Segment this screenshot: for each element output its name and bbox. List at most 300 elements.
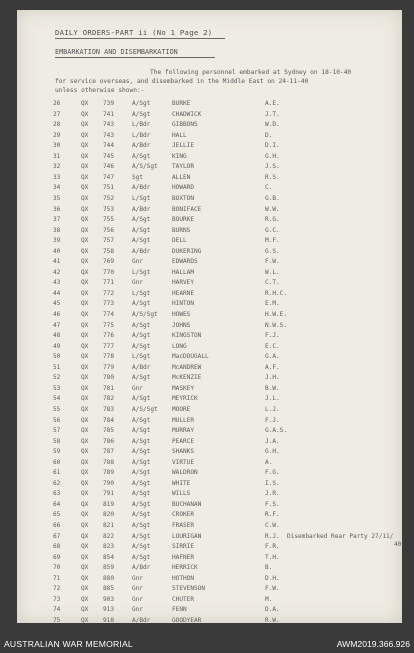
row-service-number: 819	[103, 500, 115, 508]
row-initials: E.C.	[265, 342, 280, 350]
row-surname: GIBBONS	[172, 121, 198, 129]
row-surname: FENN	[172, 606, 187, 614]
row-rank: L/Sgt	[132, 353, 151, 361]
row-initials: W.L.	[265, 268, 280, 276]
list-item	[17, 385, 402, 396]
row-initials: G.S.	[265, 247, 280, 255]
row-rank: A/Bdr	[132, 564, 151, 572]
row-initials: R.H.C.	[265, 289, 288, 297]
row-surname: FRASER	[172, 522, 195, 529]
list-item	[17, 406, 402, 417]
list-item	[17, 206, 402, 217]
row-rank: A/Sgt	[132, 543, 151, 551]
row-initials: J.L.	[265, 395, 280, 403]
row-rank: Gnr	[132, 258, 144, 266]
row-number: 73	[53, 595, 61, 603]
row-surname: HEARNE	[172, 289, 195, 297]
row-initials: A.E.	[265, 100, 280, 107]
row-number: 41	[53, 258, 61, 266]
row-service-number: 769	[103, 258, 115, 266]
row-number: 56	[53, 416, 61, 424]
row-rank: Gnr	[132, 574, 144, 582]
row-surname: HARVEY	[172, 279, 195, 287]
list-item	[17, 469, 402, 480]
row-service-number: 773	[103, 300, 115, 308]
row-surname: KINGSTON	[172, 332, 202, 340]
row-service-number: 755	[103, 216, 115, 224]
row-service-number: 788	[103, 458, 115, 466]
list-item	[17, 174, 402, 185]
row-surname: ALLEN	[172, 173, 191, 181]
row-number: 49	[53, 342, 61, 350]
row-number: 45	[53, 300, 61, 308]
row-surname: HERRICK	[172, 564, 198, 572]
row-service-number: 885	[103, 585, 115, 593]
row-surname: CHUTER	[172, 595, 195, 603]
row-service-number: 741	[103, 110, 115, 118]
row-number: 57	[53, 427, 61, 435]
row-prefix: QX	[81, 342, 89, 350]
row-service-number: 781	[103, 384, 115, 392]
row-rank: Gnr	[132, 606, 144, 614]
row-rank: A/Sgt	[132, 511, 151, 519]
list-item	[17, 142, 402, 153]
row-surname: BUCHANAN	[172, 500, 202, 508]
accession-number: AWM2019.366.926	[336, 639, 410, 649]
row-initials: B.W.	[265, 384, 280, 392]
row-prefix: QX	[81, 247, 89, 255]
row-prefix: QX	[81, 553, 89, 561]
row-rank: A/Sgt	[132, 522, 151, 529]
row-rank: A/Sgt	[132, 469, 151, 477]
row-surname: DELL	[172, 237, 187, 245]
row-prefix: QX	[81, 194, 89, 202]
row-service-number: 775	[103, 321, 115, 329]
list-item	[17, 575, 402, 586]
row-surname: MASKEY	[172, 384, 195, 392]
row-service-number: 777	[103, 342, 115, 350]
row-number: 64	[53, 500, 61, 508]
row-rank: A/S/Sgt	[132, 405, 158, 413]
row-surname: LONG	[172, 342, 187, 350]
intro-paragraph	[55, 68, 395, 95]
row-initials: G.B.	[265, 194, 280, 202]
row-initials: F.R.	[265, 543, 280, 551]
list-item	[17, 511, 402, 522]
row-rank: L/Sgt	[132, 194, 151, 202]
row-number: 48	[53, 332, 61, 340]
row-rank: A/Sgt	[132, 237, 151, 245]
row-initials: H.W.E.	[265, 311, 288, 318]
row-rank: A/Sgt	[132, 342, 151, 350]
row-number: 27	[53, 110, 61, 118]
row-prefix: QX	[81, 479, 89, 487]
row-prefix: QX	[81, 152, 89, 160]
row-number: 37	[53, 216, 61, 224]
list-item	[17, 364, 402, 375]
row-surname: JOHNS	[172, 321, 191, 329]
row-initials: L.J.	[265, 405, 280, 413]
row-prefix: QX	[81, 500, 89, 508]
intro-line-2: for service overseas, and disembarked in the Middle East on 24-11-40	[55, 78, 309, 85]
row-rank: L/Bdr	[132, 131, 151, 139]
row-prefix: QX	[81, 564, 89, 572]
row-rank: A/Sgt	[132, 332, 151, 340]
row-prefix: QX	[81, 100, 89, 107]
row-initials: C.T.	[265, 279, 280, 287]
row-initials: F.W.	[265, 258, 280, 266]
row-service-number: 743	[103, 131, 115, 139]
row-number: 55	[53, 405, 61, 413]
row-service-number: 739	[103, 100, 115, 107]
row-initials: D.I.	[265, 142, 280, 150]
row-rank: Sgt	[132, 173, 144, 181]
list-item	[17, 522, 402, 533]
row-number: 59	[53, 448, 61, 456]
row-surname: HALL	[172, 131, 187, 139]
row-service-number: 744	[103, 142, 115, 150]
row-number: 66	[53, 522, 61, 529]
row-rank: A/Bdr	[132, 184, 151, 192]
row-service-number: 820	[103, 511, 115, 519]
row-service-number: 784	[103, 416, 115, 424]
row-surname: BURKE	[172, 100, 191, 107]
row-initials: J.R.	[265, 490, 280, 498]
row-remark: Disembarked Rear Party 27/11/	[287, 532, 394, 540]
row-surname: TAYLOR	[172, 163, 195, 171]
list-item	[17, 195, 402, 206]
row-number: 72	[53, 585, 61, 593]
row-surname: VIRTUE	[172, 458, 195, 466]
row-service-number: 751	[103, 184, 115, 192]
row-number: 53	[53, 384, 61, 392]
row-service-number: 782	[103, 395, 115, 403]
row-initials: D.	[265, 131, 273, 139]
row-service-number: 880	[103, 574, 115, 582]
row-initials: F.J.	[265, 416, 280, 424]
list-item	[17, 448, 402, 459]
row-initials: N.W.S.	[265, 321, 288, 329]
row-rank: A/Bdr	[132, 247, 151, 255]
row-service-number: 774	[103, 311, 115, 318]
list-item	[17, 606, 402, 617]
row-surname: HOWES	[172, 311, 191, 318]
list-item	[17, 540, 402, 554]
row-prefix: QX	[81, 279, 89, 287]
row-prefix: QX	[81, 300, 89, 308]
list-item	[17, 227, 402, 238]
row-service-number: 770	[103, 268, 115, 276]
row-number: 75	[53, 616, 61, 623]
row-number: 74	[53, 606, 61, 614]
row-prefix: QX	[81, 416, 89, 424]
row-initials: A.	[265, 458, 273, 466]
row-service-number: 786	[103, 437, 115, 445]
row-service-number: 743	[103, 121, 115, 129]
row-prefix: QX	[81, 226, 89, 234]
row-prefix: QX	[81, 405, 89, 413]
row-rank: A/Sgt	[132, 500, 151, 508]
list-item	[17, 163, 402, 174]
row-initials: R.G.	[265, 216, 280, 224]
row-surname: WHITE	[172, 479, 191, 487]
row-initials: M.	[265, 595, 273, 603]
row-service-number: 771	[103, 279, 115, 287]
row-rank: Gnr	[132, 279, 144, 287]
row-service-number: 779	[103, 363, 115, 371]
row-prefix: QX	[81, 363, 89, 371]
row-service-number: 783	[103, 405, 115, 413]
row-number: 44	[53, 289, 61, 297]
row-surname: PEARCE	[172, 437, 195, 445]
row-number: 51	[53, 363, 61, 371]
list-item	[17, 343, 402, 354]
row-prefix: QX	[81, 606, 89, 614]
row-rank: L/Bdr	[132, 121, 151, 129]
row-number: 58	[53, 437, 61, 445]
row-service-number: 791	[103, 490, 115, 498]
row-prefix: QX	[81, 173, 89, 181]
row-service-number: 772	[103, 289, 115, 297]
list-item	[17, 311, 402, 322]
row-prefix: QX	[81, 353, 89, 361]
row-initials: C.W.	[265, 522, 280, 529]
row-prefix: QX	[81, 332, 89, 340]
list-item	[17, 490, 402, 501]
row-rank: A/Sgt	[132, 216, 151, 224]
row-number: 65	[53, 511, 61, 519]
row-number: 34	[53, 184, 61, 192]
row-initials: T.H.	[265, 553, 280, 561]
row-prefix: QX	[81, 121, 89, 129]
row-rank: A/Sgt	[132, 152, 151, 160]
row-service-number: 903	[103, 595, 115, 603]
row-prefix: QX	[81, 374, 89, 382]
row-initials: B.	[265, 564, 273, 572]
row-initials: R.W.	[265, 616, 280, 623]
row-initials: R.S.	[265, 173, 280, 181]
list-item	[17, 322, 402, 333]
institution-label: AUSTRALIAN WAR MEMORIAL	[4, 639, 133, 649]
row-prefix: QX	[81, 458, 89, 466]
row-rank: A/Sgt	[132, 553, 151, 561]
row-service-number: 789	[103, 469, 115, 477]
row-number: 31	[53, 152, 61, 160]
row-rank: L/Sgt	[132, 289, 151, 297]
row-initials: D.H.	[265, 574, 280, 582]
row-service-number: 756	[103, 226, 115, 234]
row-service-number: 785	[103, 427, 115, 435]
row-number: 40	[53, 247, 61, 255]
list-item	[17, 395, 402, 406]
row-service-number: 757	[103, 237, 115, 245]
row-initials: F.W.	[265, 585, 280, 593]
row-prefix: QX	[81, 437, 89, 445]
row-rank: A/Sgt	[132, 437, 151, 445]
title-underline	[55, 38, 225, 39]
row-service-number: 790	[103, 479, 115, 487]
row-prefix: QX	[81, 184, 89, 192]
row-initials: G.A.S.	[265, 427, 288, 435]
row-initials: W.D.	[265, 121, 280, 129]
row-surname: STEVENSON	[172, 585, 206, 593]
row-prefix: QX	[81, 522, 89, 529]
list-item	[17, 480, 402, 491]
row-prefix: QX	[81, 585, 89, 593]
row-surname: MURRAY	[172, 427, 195, 435]
row-initials: A.F.	[265, 363, 280, 371]
row-surname: CHADWICK	[172, 110, 202, 118]
row-surname: HOWARD	[172, 184, 195, 192]
row-prefix: QX	[81, 595, 89, 603]
list-item	[17, 427, 402, 438]
row-service-number: 821	[103, 522, 115, 529]
row-surname: McKENZIE	[172, 374, 202, 382]
list-item	[17, 332, 402, 343]
row-number: 26	[53, 100, 61, 107]
list-item	[17, 132, 402, 143]
row-number: 39	[53, 237, 61, 245]
row-rank: A/Sgt	[132, 110, 151, 118]
row-surname: JELLIE	[172, 142, 195, 150]
row-prefix: QX	[81, 142, 89, 150]
row-initials: F.G.	[265, 469, 280, 477]
row-rank: Gnr	[132, 595, 144, 603]
row-rank: A/Sgt	[132, 100, 151, 107]
row-rank: A/Bdr	[132, 616, 151, 623]
row-initials: W.W.	[265, 205, 280, 213]
row-prefix: QX	[81, 205, 89, 213]
row-number: 62	[53, 479, 61, 487]
row-service-number: 753	[103, 205, 115, 213]
row-prefix: QX	[81, 511, 89, 519]
row-number: 68	[53, 543, 61, 551]
row-initials: G.H.	[265, 152, 280, 160]
row-prefix: QX	[81, 131, 89, 139]
row-surname: BONIFACE	[172, 205, 202, 213]
row-number: 69	[53, 553, 61, 561]
row-prefix: QX	[81, 574, 89, 582]
row-initials: J.T.	[265, 110, 280, 118]
row-prefix: QX	[81, 395, 89, 403]
row-number: 43	[53, 279, 61, 287]
list-item	[17, 300, 402, 311]
row-surname: WILLS	[172, 490, 191, 498]
row-rank: A/S/Sgt	[132, 163, 158, 171]
row-number: 71	[53, 574, 61, 582]
row-rank: A/Bdr	[132, 363, 151, 371]
row-prefix: QX	[81, 448, 89, 456]
row-initials: M.F.	[265, 237, 280, 245]
row-prefix: QX	[81, 216, 89, 224]
row-prefix: QX	[81, 490, 89, 498]
row-prefix: QX	[81, 268, 89, 276]
list-item	[17, 438, 402, 449]
row-rank: A/Sgt	[132, 458, 151, 466]
row-surname: SHANKS	[172, 448, 195, 456]
list-item	[17, 374, 402, 385]
list-item	[17, 100, 402, 111]
row-prefix: QX	[81, 258, 89, 266]
row-rank: Gnr	[132, 585, 144, 593]
row-service-number: 747	[103, 173, 115, 181]
row-surname: GOODYEAR	[172, 616, 202, 623]
row-number: 67	[53, 532, 61, 540]
row-service-number: 854	[103, 553, 115, 561]
row-number: 61	[53, 469, 61, 477]
row-initials: D.A.	[265, 606, 280, 614]
list-item	[17, 269, 402, 280]
row-rank: A/Sgt	[132, 416, 151, 424]
row-rank: A/Sgt	[132, 448, 151, 456]
row-rank: A/Bdr	[132, 142, 151, 150]
row-service-number: 859	[103, 564, 115, 572]
row-initials: R.F.	[265, 511, 280, 519]
row-surname: MULLER	[172, 416, 195, 424]
row-service-number: 918	[103, 616, 115, 623]
row-initials: C.	[265, 184, 273, 192]
row-surname: MacDOUGALL	[172, 353, 209, 361]
row-initials: G.C.	[265, 226, 280, 234]
list-item	[17, 617, 402, 623]
row-initials: R.J.	[265, 532, 280, 540]
row-number: 29	[53, 131, 61, 139]
row-surname: HAFNER	[172, 553, 195, 561]
row-prefix: QX	[81, 110, 89, 118]
list-item	[17, 417, 402, 428]
row-prefix: QX	[81, 163, 89, 171]
row-service-number: 758	[103, 247, 115, 255]
list-item	[17, 459, 402, 470]
list-item	[17, 216, 402, 227]
row-rank: A/S/Sgt	[132, 311, 158, 318]
list-item	[17, 248, 402, 259]
row-service-number: 913	[103, 606, 115, 614]
row-number: 60	[53, 458, 61, 466]
list-item	[17, 258, 402, 269]
row-number: 42	[53, 268, 61, 276]
row-number: 46	[53, 311, 61, 318]
row-number: 33	[53, 173, 61, 181]
footer-bar	[0, 636, 414, 653]
list-item	[17, 596, 402, 607]
row-number: 28	[53, 121, 61, 129]
section-underline	[55, 57, 215, 58]
row-surname: BURNS	[172, 226, 191, 234]
list-item	[17, 279, 402, 290]
row-surname: WALDRON	[172, 469, 198, 477]
row-prefix: QX	[81, 311, 89, 318]
intro-line-3: unless otherwise shown:-	[55, 87, 145, 94]
row-surname: McANDREW	[172, 363, 202, 371]
row-prefix: QX	[81, 427, 89, 435]
list-item	[17, 121, 402, 132]
row-prefix: QX	[81, 469, 89, 477]
row-number: 32	[53, 163, 61, 171]
row-surname: CROKER	[172, 511, 195, 519]
row-number: 50	[53, 353, 61, 361]
document-page	[17, 10, 402, 623]
row-initials: I.S.	[265, 479, 280, 487]
row-rank: A/Sgt	[132, 490, 151, 498]
row-surname: LOURIGAN	[172, 532, 202, 540]
row-surname: BOXTON	[172, 194, 195, 202]
row-prefix: QX	[81, 384, 89, 392]
row-rank: L/Sgt	[132, 268, 151, 276]
list-item	[17, 353, 402, 364]
row-surname: HALLAM	[172, 268, 195, 276]
row-initials: J.A.	[265, 437, 280, 445]
